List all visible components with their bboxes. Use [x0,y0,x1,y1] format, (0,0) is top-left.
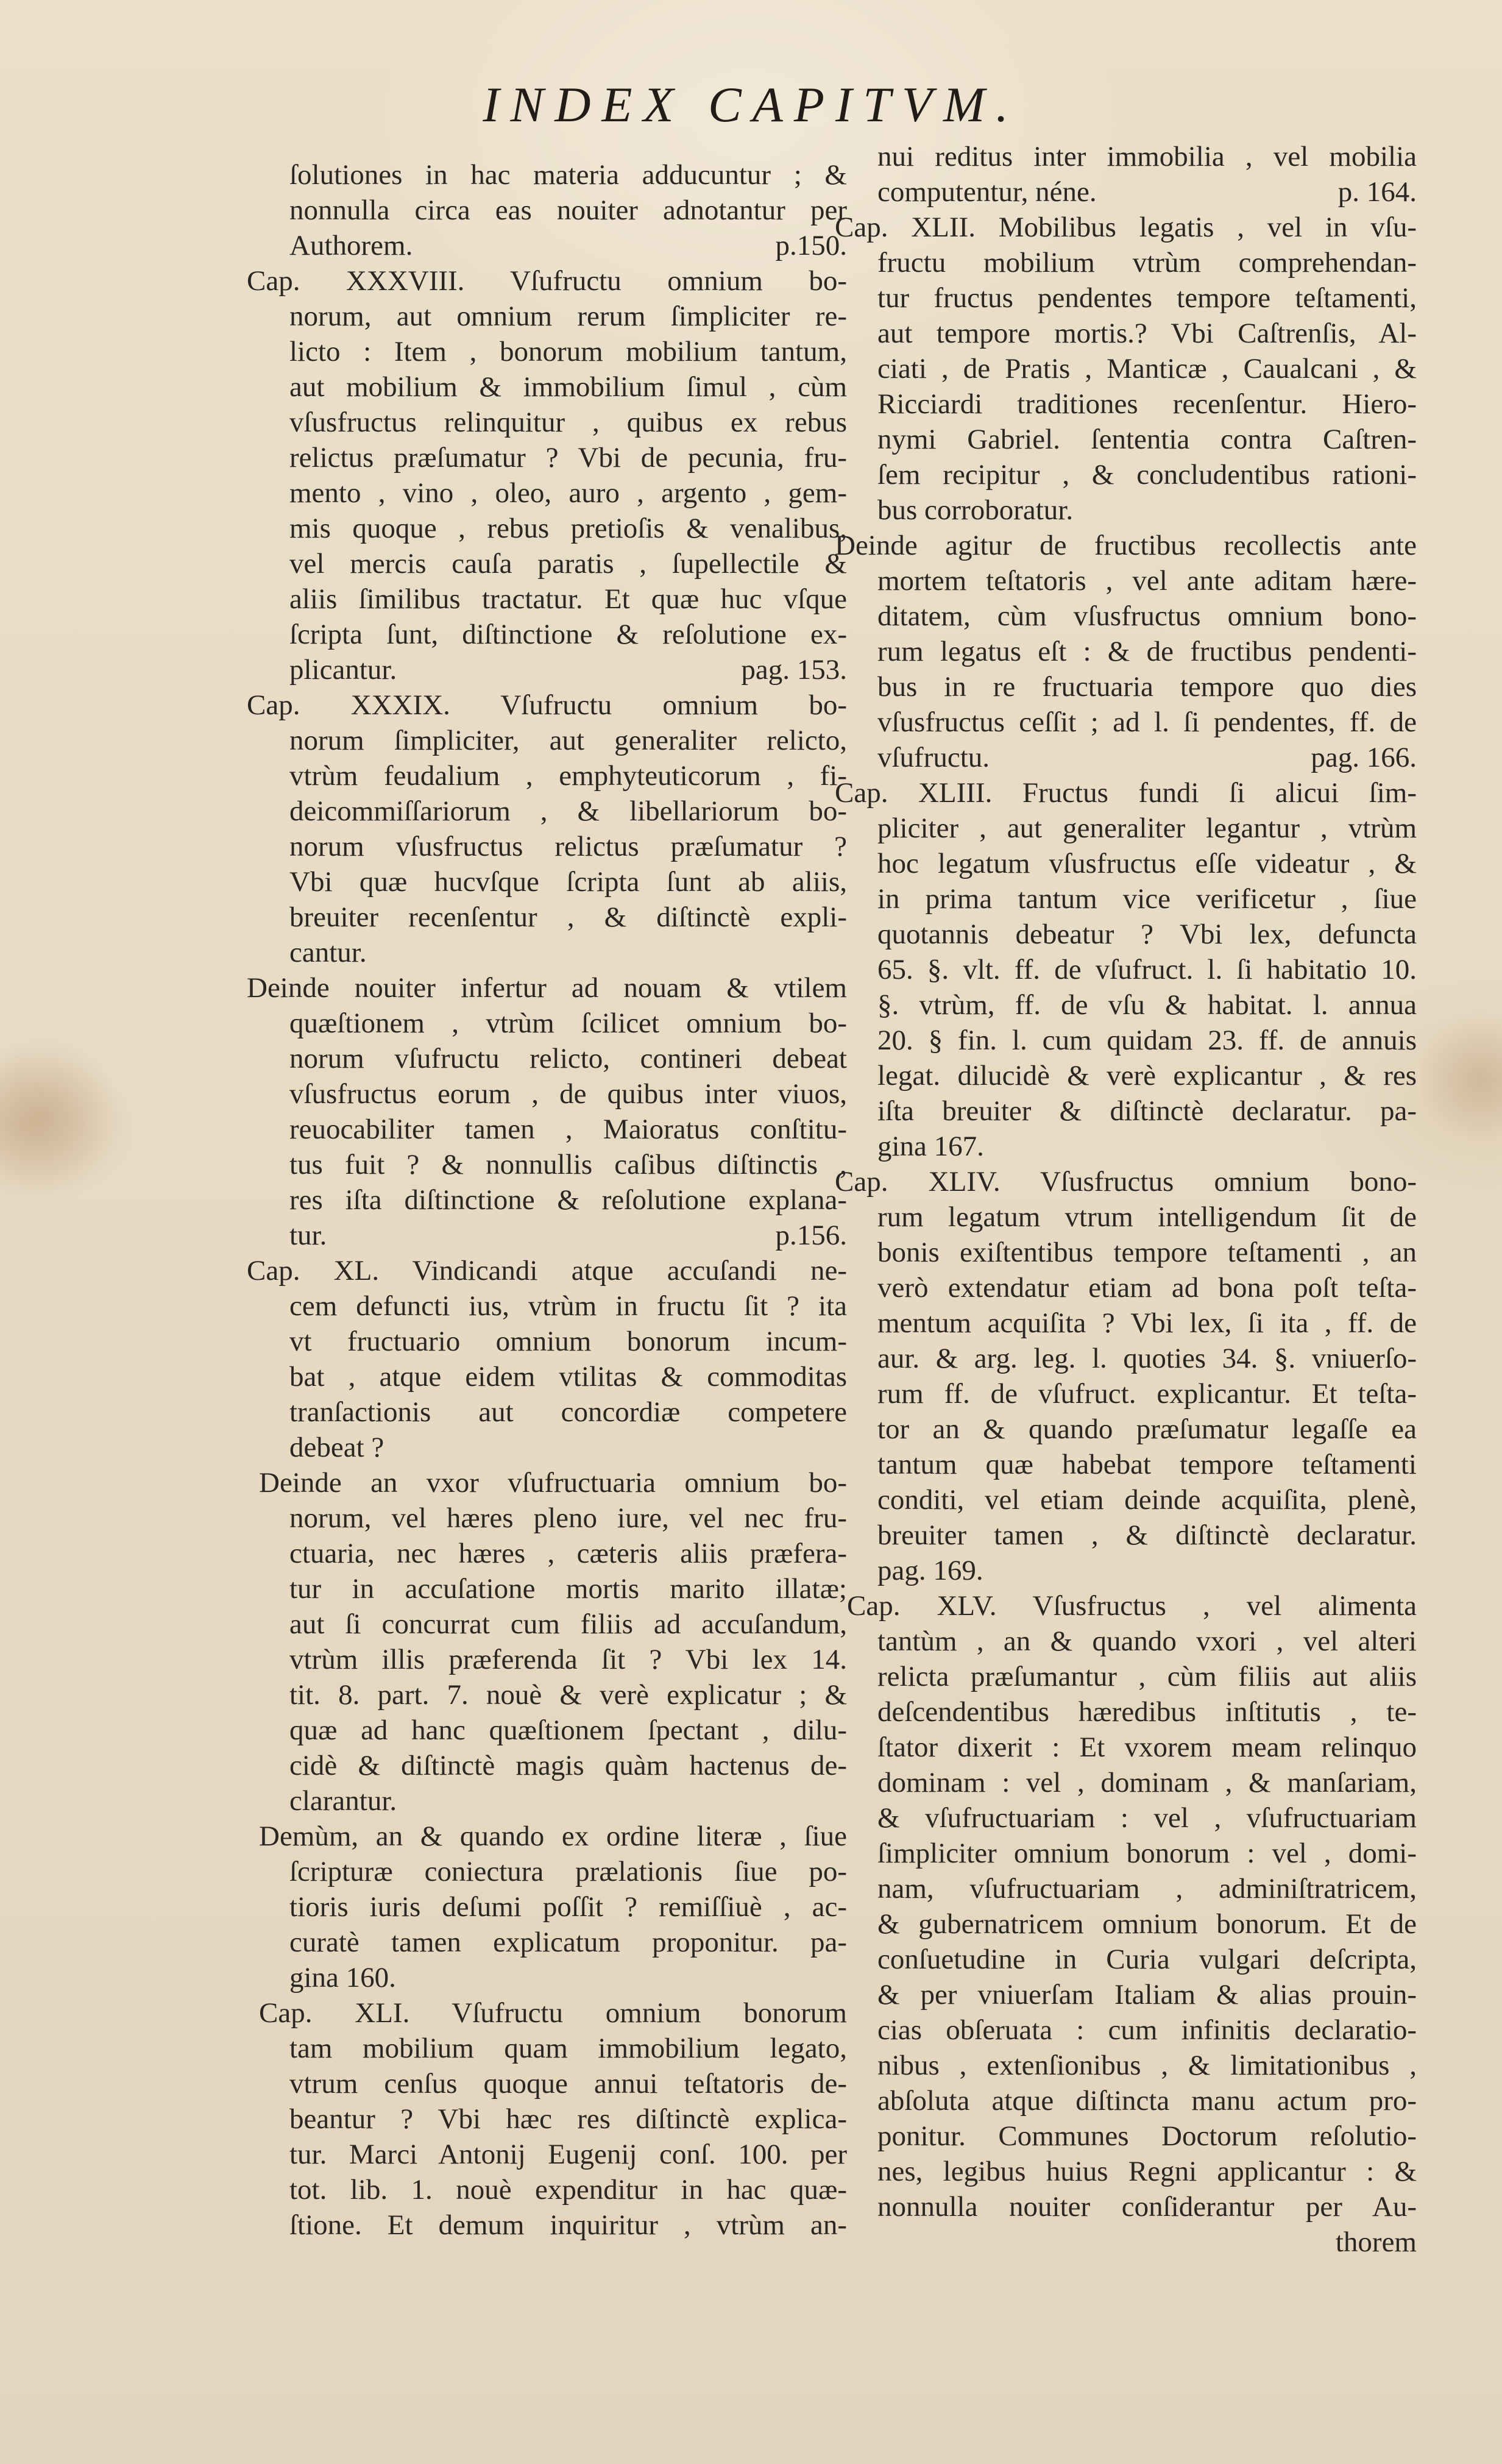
index-line [877,669,1417,705]
index-line [289,935,847,970]
index-line [877,705,1417,740]
index-line [877,1942,1417,1977]
index-line [877,2012,1417,2048]
index-line [289,1783,847,1819]
index-line-text: bus in re fructuaria tempore quo dies [877,671,1417,703]
index-line [289,1076,847,1112]
index-line [877,457,1417,492]
index-line [289,1430,847,1465]
index-line [877,1553,1417,1588]
index-line [877,917,1417,952]
index-line-text: licto : Item , bonorum mobilium tantum, [289,336,847,367]
index-line-text: relictus præſumatur ? Vbi de pecunia, fru- [289,442,847,474]
index-line [847,1588,1417,1624]
index-line [877,1376,1417,1411]
index-line [289,617,847,652]
index-line [877,174,1417,210]
index-line [877,1235,1417,1270]
index-line [289,1677,847,1713]
index-line [877,1694,1417,1730]
index-line-text: tor an & quando præſumatur legaſſe ea [877,1413,1417,1445]
index-line [877,1023,1417,1058]
index-line [877,1518,1417,1553]
index-line-text: cantur. [289,937,367,968]
index-line [877,811,1417,846]
index-line [289,900,847,935]
index-line-text: Demùm, an & quando ex ordine literæ , ſiue [259,1820,847,1852]
index-line-text: conſuetudine in Curia vulgari deſcripta, [877,1944,1417,1975]
index-line [289,1500,847,1536]
index-line [289,1536,847,1571]
index-line-text: Cap. XLV. Vſusfructus , vel alimenta [847,1590,1417,1622]
index-line-text: vſusfructus eorum , de quibus inter viuos, [289,1078,847,1110]
index-line-text: mortem teſtatoris , vel ante aditam hære- [877,565,1417,597]
index-line-text: norum ſimpliciter, aut generaliter relicto, [289,725,847,756]
index-line [289,1642,847,1677]
index-line [877,1199,1417,1235]
index-line-text: pag. 169. [877,1555,983,1586]
index-line-text: ciati , de Pratis , Manticæ , Caualcani , & [877,353,1417,385]
index-line [877,740,1417,775]
index-line-text: Ricciardi traditiones recenſentur. Hiero- [877,388,1417,420]
index-line [877,1871,1417,1906]
index-line-text: ſolutiones in hac materia adducuntur ; & [289,159,847,191]
index-line [289,440,847,475]
index-line [247,263,847,299]
index-line-text: quotannis debeatur ? Vbi lex, defuncta [877,918,1417,950]
index-line-text: vel mercis cauſa paratis , ſupellectile & [289,548,847,580]
index-line [247,1253,847,1288]
index-line-text: ctuaria, nec hæres , cæteris aliis præfera- [289,1538,847,1569]
index-line-text: tam mobilium quam immobilium legato, [289,2033,847,2064]
index-line [877,1624,1417,1659]
index-line-text: aur. & arg. leg. l. quoties 34. §. vniuerſo- [877,1343,1417,1374]
index-line [877,1977,1417,2012]
page-header-title: INDEX CAPITVM. [483,77,1019,132]
index-line [877,280,1417,316]
index-line-text: ponitur. Communes Doctorum reſolutio- [877,2120,1417,2152]
index-line [289,334,847,369]
index-line [877,2083,1417,2118]
index-line-text: & vſufructuariam : vel , vſufructuariam [877,1802,1417,1834]
index-line-text: vtrum cenſus quoque annui teſtatoris de- [289,2068,847,2100]
index-line [289,1041,847,1076]
index-line [289,157,847,193]
index-line-text: tit. 8. part. 7. nouè & verè explicatur ; & [289,1679,847,1711]
page-reference: pag. 153. [741,654,847,686]
index-line [289,369,847,405]
index-line [289,723,847,758]
index-line [289,1925,847,1960]
index-line-text: §. vtrùm, ff. de vſu & habitat. l. annua [877,989,1417,1021]
index-line-text: norum, vel hæres pleno iure, vel nec fru- [289,1502,847,1534]
index-line [289,1324,847,1359]
index-line-text: mis quoque , rebus pretioſis & venalibus, [289,513,847,544]
index-line-text: Cap. XLII. Mobilibus legatis , vel in vſu- [835,211,1417,243]
index-line [877,422,1417,457]
index-line [247,687,847,723]
index-line [835,210,1417,245]
index-line [877,386,1417,422]
index-line-text: iſta breuiter & diſtinctè declaratur. pa- [877,1095,1417,1127]
index-line [289,1006,847,1041]
index-line [247,970,847,1006]
index-line [877,1730,1417,1765]
index-line-text: ſcripta ſunt, diſtinctione & reſolutione ex- [289,619,847,650]
foxing-stain [1420,1006,1502,1152]
index-line-text: ſem recipitur , & concludentibus rationi- [877,459,1417,491]
index-line [289,511,847,546]
index-line [877,563,1417,598]
index-line-text: Cap. XLIV. Vſusfructus omnium bono- [835,1166,1417,1198]
index-line [835,528,1417,563]
index-line [877,598,1417,634]
index-line-text: norum vſufructu relicto, contineri debeat [289,1043,847,1074]
index-line [289,405,847,440]
index-line [289,1359,847,1394]
index-line [877,952,1417,987]
index-line-text: aut ſi concurrat cum filiis ad accuſandum, [289,1608,847,1640]
index-line [289,829,847,864]
index-line [877,1411,1417,1447]
index-line-text: clarantur. [289,1785,397,1817]
index-line-text: Deinde agitur de fructibus recollectis ante [835,530,1417,561]
index-line-text: aliis ſimilibus tractatur. Et quæ huc vſque [289,583,847,615]
index-line [835,775,1417,811]
index-line [289,546,847,581]
index-line-text: relicta præſumantur , cùm filiis aut aliis [877,1661,1417,1692]
index-line [877,987,1417,1023]
page-reference: p.156. [775,1220,847,1251]
index-line [877,1093,1417,1129]
index-line [259,1995,847,2031]
index-line [877,492,1417,528]
index-line [877,1659,1417,1694]
index-line [289,1854,847,1889]
index-line-text: ſcripturæ coniectura prælationis ſiue po- [289,1856,847,1887]
index-line-text: nonnulla circa eas nouiter adnotantur per [289,194,847,226]
index-line-text: Vbi quæ hucvſque ſcripta ſunt ab aliis, [289,866,847,898]
index-line-text: tus fuit ? & nonnullis caſibus diſtinctis , [289,1149,847,1181]
index-line [289,2207,847,2243]
index-line [289,228,847,263]
index-line [877,1341,1417,1376]
index-line-text: nibus , extenſionibus , & limitationibus , [877,2050,1417,2081]
index-line-text: nymi Gabriel. ſententia contra Caſtren- [877,424,1417,455]
index-line-text: 65. §. vlt. ff. de vſufruct. l. ſi habitatio 10. [877,954,1417,985]
index-line-text: nui reditus inter immobilia , vel mobilia [877,141,1417,172]
index-line-text: Authorem. [289,230,413,261]
index-line-text: tantum quæ habebat tempore teſtamenti [877,1449,1417,1480]
index-line [289,2137,847,2172]
index-line-text: curatè tamen explicatum proponitur. pa- [289,1926,847,1958]
index-line-text: & per vniuerſam Italiam & alias prouin- [877,1979,1417,2011]
index-line [289,2066,847,2101]
page-reference: pag. 166. [1311,742,1417,773]
index-line [289,1748,847,1783]
index-line-text: conditi, vel etiam deinde acquiſita, plenè, [877,1484,1417,1516]
index-line-text: Cap. XLIII. Fructus fundi ſi alicui ſim- [835,777,1417,809]
index-line-text: rum legatus eſt : & de fructibus pendenti- [877,636,1417,667]
index-line-text: nonnulla nouiter conſiderantur per Au- [877,2191,1417,2223]
index-line [289,1713,847,1748]
index-line [289,1571,847,1607]
index-line [289,1218,847,1253]
index-line [289,794,847,829]
index-line-text: vtrùm illis præferenda ſit ? Vbi lex 14. [289,1644,847,1675]
index-line-text: ſtator dixerit : Et vxorem meam relinquo [877,1731,1417,1763]
index-line [877,139,1417,174]
index-line-text: tioris iuris deſumi poſſit ? remiſſiuè , ac- [289,1891,847,1923]
index-line [289,475,847,511]
index-line-text: computentur, néne. [877,176,1097,208]
index-line-text: tur. Marci Antonij Eugenij conſ. 100. per [289,2139,847,2170]
index-line [877,2118,1417,2154]
index-line-text: ditatem, cùm vſusfructus omnium bono- [877,600,1417,632]
index-line-text: dominam : vel , dominam , & manſariam, [877,1767,1417,1798]
index-line-text: vtrùm feudalium , emphyteuticorum , fi- [289,760,847,792]
index-line [289,2101,847,2137]
index-line-text: quæſtionem , vtrùm ſcilicet omnium bo- [289,1007,847,1039]
index-line-text: abſoluta atque diſtincta manu actum pro- [877,2085,1417,2117]
index-line-text: vt fructuario omnium bonorum incum- [289,1326,847,1357]
index-line [289,193,847,228]
index-line [877,1305,1417,1341]
index-line [289,1607,847,1642]
index-line-text: thorem [1335,2226,1417,2258]
index-line [289,1182,847,1218]
foxing-stain [0,1036,122,1195]
index-line [877,316,1417,351]
index-line-text: plicantur. [289,654,397,686]
index-line-text: reuocabiliter tamen , Maioratus conſtitu- [289,1113,847,1145]
index-line [289,1889,847,1925]
index-line [289,1112,847,1147]
index-line-text: vſufructu. [877,742,990,773]
index-line-text: tot. lib. 1. nouè expenditur in hac quæ- [289,2174,847,2206]
index-line-text: norum, aut omnium rerum ſimpliciter re- [289,300,847,332]
index-line [877,1447,1417,1482]
index-line-text: verò extendatur etiam ad bona poſt teſta- [877,1272,1417,1304]
index-line-text: tur. [289,1220,327,1251]
index-line-text: aut mobilium & immobilium ſimul , cùm [289,371,847,403]
index-line-text: deicommiſſariorum , & libellariorum bo- [289,795,847,827]
index-line-text: gina 160. [289,1962,396,1994]
index-line-text: aut tempore mortis.? Vbi Caſtrenſis, Al- [877,318,1417,349]
index-line-text: gina 167. [877,1131,984,1162]
index-line-text: tantùm , an & quando vxori , vel alteri [877,1625,1417,1657]
index-line [289,652,847,687]
index-line [877,1765,1417,1800]
index-line-text: tur fructus pendentes tempore teſtamenti, [877,282,1417,314]
index-line-text: Deinde nouiter infertur ad nouam & vtilem [247,972,847,1004]
index-line-text: nes, legibus huius Regni applicantur : & [877,2156,1417,2187]
index-line-text: bat , atque eidem vtilitas & commoditas [289,1361,847,1393]
index-line-text: norum vſusfructus relictus præſumatur ? [289,831,847,862]
index-line [289,299,847,334]
index-line [289,1288,847,1324]
index-line-text: deſcendentibus hæredibus inſtitutis , te- [877,1696,1417,1728]
index-line [877,1270,1417,1305]
index-line [877,2224,1417,2260]
index-line-text: breuiter recenſentur , & diſtinctè expli- [289,901,847,933]
index-line-text: & gubernatricem omnium bonorum. Et de [877,1908,1417,1940]
index-line [877,1129,1417,1164]
index-line [877,2189,1417,2224]
index-line-text: Cap. XXXVIII. Vſufructu omnium bo- [247,265,847,297]
index-line-text: 20. § fin. l. cum quidam 23. ff. de annuis [877,1024,1417,1056]
index-line-text: cidè & diſtinctè magis quàm hactenus de- [289,1750,847,1781]
index-line-text: vſusfructus relinquitur , quibus ex rebus [289,407,847,438]
index-line-text: legat. dilucidè & verè explicantur , & res [877,1060,1417,1092]
index-line [259,1465,847,1500]
index-line-text: debeat ? [289,1432,384,1463]
index-line-text: beantur ? Vbi hæc res diſtinctè explica- [289,2103,847,2135]
index-line-text: bus corroboratur. [877,494,1074,526]
index-line [877,1482,1417,1518]
index-line-text: fructu mobilium vtrùm comprehendan- [877,247,1417,279]
index-line-text: nam, vſufructuariam , adminiſtratricem, [877,1873,1417,1905]
page-reference: p.150. [775,230,847,261]
index-line-text: bonis exiſtentibus tempore teſtamenti , an [877,1237,1417,1268]
index-line [877,1058,1417,1093]
index-line-text: rum ff. de vſufruct. explicantur. Et teſta- [877,1378,1417,1410]
index-line-text: rum legatum vtrum intelligendum ſit de [877,1201,1417,1233]
index-line [289,2172,847,2207]
index-line [289,2031,847,2066]
index-line [877,351,1417,386]
index-line [877,1836,1417,1871]
index-line [877,881,1417,917]
index-line [289,864,847,900]
index-line [835,1164,1417,1199]
index-line [289,1394,847,1430]
index-line [877,846,1417,881]
index-line-text: quæ ad hanc quæſtionem ſpectant , dilu- [289,1714,847,1746]
index-line [877,634,1417,669]
index-line [877,1906,1417,1942]
index-line-text: ſtione. Et demum inquiritur , vtrùm an- [289,2209,847,2241]
index-line [289,1147,847,1182]
index-line [289,581,847,617]
index-line-text: in prima tantum vice verificetur , ſiue [877,883,1417,915]
index-line-text: res iſta diſtinctione & reſolutione explana- [289,1184,847,1216]
index-line [877,245,1417,280]
index-line [877,2154,1417,2189]
index-line-text: Cap. XXXIX. Vſufructu omnium bo- [247,689,847,721]
index-line-text: Deinde an vxor vſufructuaria omnium bo- [259,1467,847,1499]
index-line [289,1960,847,1995]
index-line-text: tur in accuſatione mortis marito illatæ; [289,1573,847,1605]
index-line [877,1800,1417,1836]
index-line-text: breuiter tamen , & diſtinctè declaratur. [877,1519,1417,1551]
index-line-text: vſusfructus ceſſit ; ad l. ſi pendentes, ff. de [877,706,1417,738]
index-line-text: hoc legatum vſusfructus eſſe videatur , & [877,848,1417,879]
index-line-text: tranſactionis aut concordiæ competere [289,1396,847,1428]
index-line-text: Cap. XL. Vindicandi atque accuſandi ne- [247,1255,847,1287]
index-line [877,2048,1417,2083]
index-line-text: mento , vino , oleo, auro , argento , gem- [289,477,847,509]
index-line-text: pliciter , aut generaliter legantur , vtrùm [877,812,1417,844]
index-line-text: cias obſeruata : cum infinitis declaratio- [877,2014,1417,2046]
index-line-text: ſimpliciter omnium bonorum : vel , domi- [877,1837,1417,1869]
index-line-text: mentum acquiſita ? Vbi lex, ſi ita , ff. de [877,1307,1417,1339]
index-line [259,1819,847,1854]
page-reference: p. 164. [1337,176,1417,208]
index-line-text: cem defuncti ius, vtrùm in fructu ſit ? ita [289,1290,847,1322]
index-line-text: Cap. XLI. Vſufructu omnium bonorum [259,1997,847,2029]
index-line [289,758,847,794]
